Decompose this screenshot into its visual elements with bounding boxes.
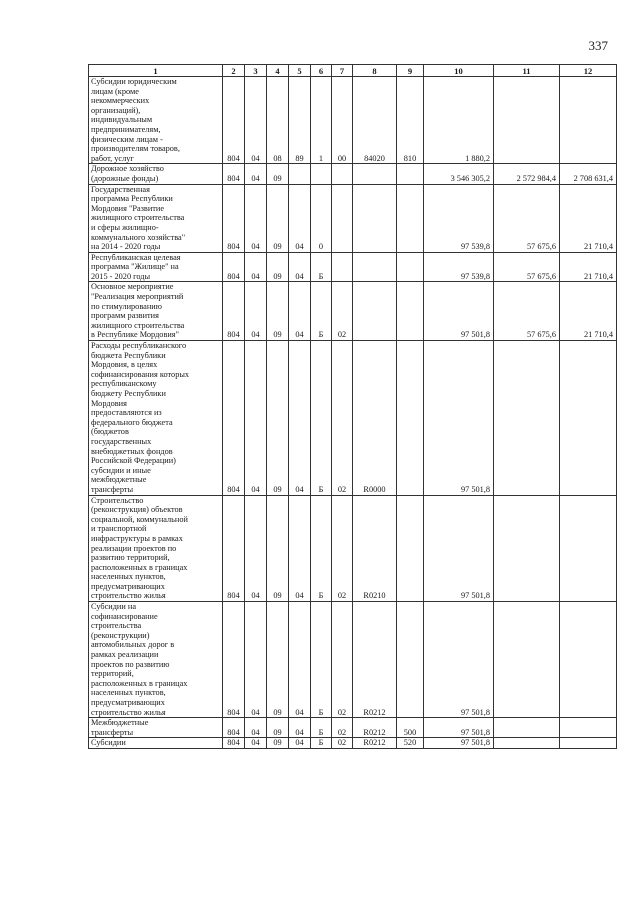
code-cell: 04 <box>245 602 267 718</box>
code-cell: 04 <box>245 738 267 749</box>
amount-cell <box>560 738 617 749</box>
code-cell: R0000 <box>353 341 397 496</box>
amount-cell: 21 710,4 <box>560 184 617 252</box>
code-cell: 09 <box>267 184 289 252</box>
row-name-cell: Субсидии <box>89 738 223 749</box>
amount-cell: 97 539,8 <box>424 252 494 282</box>
code-cell <box>397 164 424 184</box>
header-cell: 4 <box>267 65 289 77</box>
header-cell: 9 <box>397 65 424 77</box>
amount-cell <box>494 738 560 749</box>
code-cell: Б <box>311 252 332 282</box>
amount-cell <box>560 77 617 164</box>
code-cell: 02 <box>332 282 353 341</box>
amount-cell: 97 501,8 <box>424 738 494 749</box>
header-cell: 12 <box>560 65 617 77</box>
amount-cell <box>494 495 560 602</box>
code-cell: 09 <box>267 602 289 718</box>
code-cell: 04 <box>289 495 311 602</box>
code-cell: 04 <box>289 282 311 341</box>
amount-cell: 97 501,8 <box>424 282 494 341</box>
header-cell: 5 <box>289 65 311 77</box>
code-cell: R0210 <box>353 495 397 602</box>
code-cell: 04 <box>289 602 311 718</box>
amount-cell <box>560 718 617 738</box>
code-cell: 09 <box>267 718 289 738</box>
code-cell <box>397 282 424 341</box>
header-cell: 6 <box>311 65 332 77</box>
row-name-cell: Расходы республиканского бюджета Республики Мордовия, в целях софинансирования которых республиканскому бюджету Республики Мордовия предоставляются из федерального бюджета (бюджетов государственных внебюджетных фондов Российской Федерации) субсидии и иные межбюджетные трансферты <box>89 341 223 496</box>
code-cell: 04 <box>245 164 267 184</box>
code-cell: 09 <box>267 252 289 282</box>
table-row <box>89 282 617 341</box>
code-cell <box>397 341 424 496</box>
table-row <box>89 718 617 738</box>
code-cell: 0 <box>311 184 332 252</box>
table-row <box>89 738 617 749</box>
amount-cell <box>494 77 560 164</box>
code-cell: 02 <box>332 602 353 718</box>
code-cell: 84020 <box>353 77 397 164</box>
header-cell: 3 <box>245 65 267 77</box>
code-cell: 804 <box>223 164 245 184</box>
code-cell <box>397 252 424 282</box>
amount-cell: 97 501,8 <box>424 341 494 496</box>
page-number: 337 <box>588 38 608 53</box>
amount-cell: 21 710,4 <box>560 282 617 341</box>
code-cell <box>353 282 397 341</box>
header-cell: 11 <box>494 65 560 77</box>
code-cell: 09 <box>267 282 289 341</box>
table-row <box>89 164 617 184</box>
code-cell <box>397 184 424 252</box>
amount-cell: 21 710,4 <box>560 252 617 282</box>
table-row <box>89 184 617 252</box>
amount-cell: 97 501,8 <box>424 495 494 602</box>
code-cell: 04 <box>245 282 267 341</box>
header-cell: 1 <box>89 65 223 77</box>
code-cell: 00 <box>332 77 353 164</box>
code-cell <box>332 184 353 252</box>
code-cell: 04 <box>289 718 311 738</box>
code-cell <box>311 164 332 184</box>
code-cell: 804 <box>223 341 245 496</box>
row-name-cell: Субсидии на софинансирование строительства (реконструкции) автомобильных дорог в рамках реализации проектов по развитию территорий, расположенных в границах населенных пунктов, предусматривающих строительство жилья <box>89 602 223 718</box>
amount-cell: 3 546 305,2 <box>424 164 494 184</box>
code-cell: Б <box>311 341 332 496</box>
amount-cell <box>560 341 617 496</box>
code-cell: 804 <box>223 495 245 602</box>
budget-table <box>88 64 617 749</box>
code-cell <box>332 164 353 184</box>
row-name-cell: Государственная программа Республики Мордовия "Развитие жилищного строительства и сферы жилищно- коммунального хозяйства" на 2014 - 2020 годы <box>89 184 223 252</box>
code-cell: 520 <box>397 738 424 749</box>
code-cell: R0212 <box>353 738 397 749</box>
code-cell <box>353 184 397 252</box>
table-row <box>89 602 617 718</box>
code-cell: 09 <box>267 738 289 749</box>
code-cell: 09 <box>267 164 289 184</box>
code-cell: 04 <box>245 184 267 252</box>
code-cell: 04 <box>245 252 267 282</box>
code-cell: 09 <box>267 495 289 602</box>
table-row <box>89 77 617 164</box>
code-cell: 89 <box>289 77 311 164</box>
code-cell: 04 <box>289 184 311 252</box>
table-row <box>89 495 617 602</box>
code-cell: 04 <box>245 495 267 602</box>
code-cell: 804 <box>223 77 245 164</box>
code-cell: Б <box>311 495 332 602</box>
amount-cell <box>494 602 560 718</box>
code-cell <box>289 164 311 184</box>
code-cell: 02 <box>332 718 353 738</box>
code-cell: 02 <box>332 738 353 749</box>
amount-cell: 1 880,2 <box>424 77 494 164</box>
row-name-cell: Межбюджетные трансферты <box>89 718 223 738</box>
amount-cell: 97 501,8 <box>424 602 494 718</box>
code-cell: 500 <box>397 718 424 738</box>
code-cell <box>353 164 397 184</box>
amount-cell: 2 572 984,4 <box>494 164 560 184</box>
code-cell: 04 <box>245 77 267 164</box>
code-cell: Б <box>311 718 332 738</box>
code-cell: 804 <box>223 602 245 718</box>
table-row <box>89 341 617 496</box>
code-cell: 02 <box>332 341 353 496</box>
amount-cell: 2 708 631,4 <box>560 164 617 184</box>
header-cell: 8 <box>353 65 397 77</box>
amount-cell <box>560 602 617 718</box>
amount-cell: 57 675,6 <box>494 282 560 341</box>
header-cell: 10 <box>424 65 494 77</box>
header-cell: 7 <box>332 65 353 77</box>
code-cell: 804 <box>223 184 245 252</box>
code-cell <box>397 495 424 602</box>
code-cell: 804 <box>223 282 245 341</box>
code-cell: 1 <box>311 77 332 164</box>
code-cell: 02 <box>332 495 353 602</box>
code-cell: 804 <box>223 738 245 749</box>
amount-cell <box>560 495 617 602</box>
amount-cell: 97 501,8 <box>424 718 494 738</box>
code-cell: 04 <box>289 738 311 749</box>
code-cell: 804 <box>223 252 245 282</box>
code-cell: 804 <box>223 718 245 738</box>
row-name-cell: Республиканская целевая программа "Жилище" на 2015 - 2020 годы <box>89 252 223 282</box>
row-name-cell: Дорожное хозяйство (дорожные фонды) <box>89 164 223 184</box>
code-cell: 04 <box>245 718 267 738</box>
header-cell: 2 <box>223 65 245 77</box>
row-name-cell: Основное мероприятие "Реализация мероприятий по стимулированию программ развития жилищного строительства в Республике Мордовия" <box>89 282 223 341</box>
row-name-cell: Строительство (реконструкция) объектов социальной, коммунальной и транспортной инфраструктуры в рамках реализации проектов по развитию территорий, расположенных в границах населенных пунктов, предусматривающих строительство жилья <box>89 495 223 602</box>
code-cell <box>397 602 424 718</box>
code-cell: 08 <box>267 77 289 164</box>
code-cell: Б <box>311 602 332 718</box>
code-cell: R0212 <box>353 602 397 718</box>
amount-cell <box>494 341 560 496</box>
code-cell: 04 <box>289 252 311 282</box>
amount-cell: 57 675,6 <box>494 184 560 252</box>
amount-cell <box>494 718 560 738</box>
code-cell: 810 <box>397 77 424 164</box>
amount-cell: 57 675,6 <box>494 252 560 282</box>
header-row <box>89 65 617 77</box>
code-cell <box>332 252 353 282</box>
code-cell: 04 <box>245 341 267 496</box>
code-cell <box>353 252 397 282</box>
code-cell: R0212 <box>353 718 397 738</box>
row-name-cell: Субсидии юридическим лицам (кроме некоммерческих организаций), индивидуальным предпринимателям, физическим лицам - производителям товаров, работ, услуг <box>89 77 223 164</box>
code-cell: Б <box>311 282 332 341</box>
code-cell: Б <box>311 738 332 749</box>
amount-cell: 97 539,8 <box>424 184 494 252</box>
table-row <box>89 252 617 282</box>
code-cell: 09 <box>267 341 289 496</box>
code-cell: 04 <box>289 341 311 496</box>
